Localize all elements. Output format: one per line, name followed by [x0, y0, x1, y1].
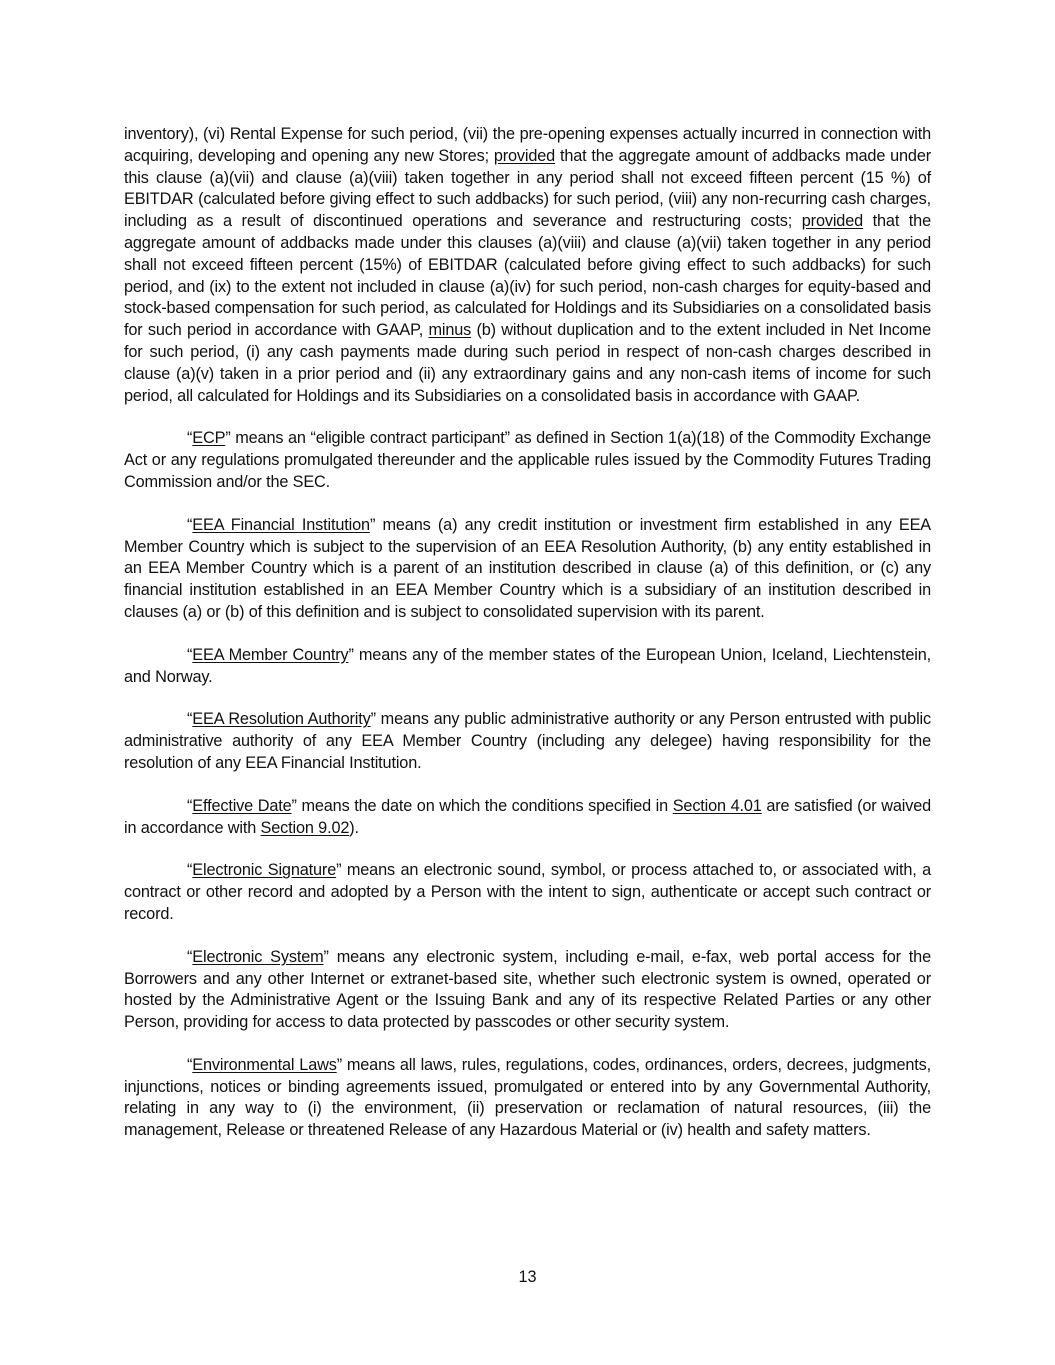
defined-term: Environmental Laws: [192, 1055, 337, 1074]
paragraph-text: ” means an electronic sound, symbol, or process attached to, or associated with, a contract or other record and adopted by a Person with the intent to sign, authenticate or accept such contract or record.: [124, 861, 931, 923]
defined-term: ECP: [192, 429, 226, 448]
defined-term: Section 4.01: [672, 796, 762, 815]
paragraph-text: “: [187, 796, 193, 815]
paragraph-text: “: [187, 1055, 193, 1074]
paragraph-text: that the aggregate amount of addbacks made under this clauses (a)(viii) and clause (a)(vii) taken together in any period shall not exceed fifteen percent (15%) of EBITDAR (calculated before giving effect to such addbacks) for such period, and (ix) to the extent not included in clause (a)(iv) for such period, non-cash charges for equity-based and stock-based compensation for such period, as calculated for Holdings and its Subsidiaries on a consolidated basis for such period in accordance with GAAP,: [124, 212, 931, 340]
paragraph-text: “: [187, 710, 193, 729]
paragraph-text: “: [187, 645, 193, 664]
defined-term: Electronic Signature: [192, 861, 337, 880]
defined-term: Section 9.02: [260, 818, 350, 837]
definition-paragraph: [124, 428, 931, 493]
defined-term: EEA Member Country: [192, 645, 349, 664]
definition-paragraph: [124, 796, 931, 840]
defined-term: Electronic System: [192, 947, 324, 966]
continuation-paragraph: [124, 124, 931, 407]
document-page: [124, 124, 931, 1163]
definition-paragraph: [124, 709, 931, 774]
paragraph-text: (b) without duplication and to the extent included in Net Income for such period, (i) any cash payments made during such period in respect of non-cash charges described in clause (a)(v) taken in a prior period and (ii) any extraordinary gains and any non-cash items of income for such period, all calculated for Holdings and its Subsidiaries on a consolidated basis in accordance with GAAP.: [124, 321, 931, 405]
paragraph-text: ” means any public administrative authority or any Person entrusted with public administrative authority of any EEA Member Country (including any delegee) having responsibility for the resolution of any EEA Financial Institution.: [124, 710, 931, 772]
paragraph-text: “: [187, 429, 193, 448]
definition-paragraph: [124, 515, 931, 624]
definition-paragraph: [124, 645, 931, 689]
paragraph-text: ).: [349, 818, 359, 837]
paragraph-text: ” means any of the member states of the European Union, Iceland, Liechtenstein, and Norway.: [124, 645, 931, 686]
paragraph-text: that the aggregate amount of addbacks made under this clause (a)(vii) and clause (a)(viii) taken together in any period shall not exceed fifteen percent (15 %) of EBITDAR (calculated before giving effect to such addbacks) for such period, (viii) any non-recurring cash charges, including as a result of discontinued operations and severance and restructuring costs;: [124, 146, 931, 231]
defined-term: provided: [801, 212, 864, 231]
defined-term: Effective Date: [192, 796, 292, 815]
defined-term: EEA Resolution Authority: [192, 710, 371, 729]
paragraph-text: ” means (a) any credit institution or investment firm established in any EEA Member Country which is subject to the supervision of an EEA Resolution Authority, (b) any entity established in an EEA Member Country which is a parent of an institution described in clause (a) of this definition, or (c) any financial institution established in an EEA Member Country which is a subsidiary of an institution described in clauses (a) or (b) of this definition and is subject to consolidated supervision with its parent.: [124, 515, 931, 621]
definition-paragraph: [124, 1055, 931, 1142]
paragraph-text: ” means all laws, rules, regulations, codes, ordinances, orders, decrees, judgments, injunctions, notices or binding agreements issued, promulgated or entered into by any Governmental Authority, relating in any way to (i) the environment, (ii) preservation or reclamation of natural resources, (iii) the management, Release or threatened Release of any Hazardous Material or (iv) health and safety matters.: [124, 1055, 931, 1140]
paragraph-text: “: [187, 861, 193, 880]
paragraph-text: “: [187, 515, 193, 534]
paragraph-text: inventory), (vi) Rental Expense for such period, (vii) the pre-opening expenses actually incurred in connection with acquiring, developing and opening any new Stores;: [124, 125, 931, 165]
page-number: 13: [518, 1268, 537, 1286]
defined-term: minus: [428, 321, 472, 340]
paragraph-text: ” means any electronic system, including e-mail, e-fax, web portal access for the Borrowers and any other Internet or extranet-based site, whether such electronic system is owned, operated or hosted by the Administrative Agent or the Issuing Bank and any of its respective Related Parties or any other Person, providing for access to data protected by passcodes or other security system.: [124, 947, 931, 1032]
paragraph-text: ” means the date on which the conditions specified in: [291, 796, 673, 815]
paragraph-text: “: [187, 947, 193, 966]
paragraph-text: ” means an “eligible contract participant” as defined in Section 1(a)(18) of the Commodity Exchange Act or any regulations promulgated thereunder and the applicable rules issued by the Commodity Futures Trading Commission and/or the SEC.: [124, 429, 931, 491]
definition-paragraph: [124, 860, 931, 925]
definition-paragraph: [124, 947, 931, 1034]
defined-term: EEA Financial Institution: [192, 515, 370, 534]
defined-term: provided: [493, 146, 556, 165]
paragraph-text: are satisfied (or waived in accordance with: [124, 796, 932, 837]
